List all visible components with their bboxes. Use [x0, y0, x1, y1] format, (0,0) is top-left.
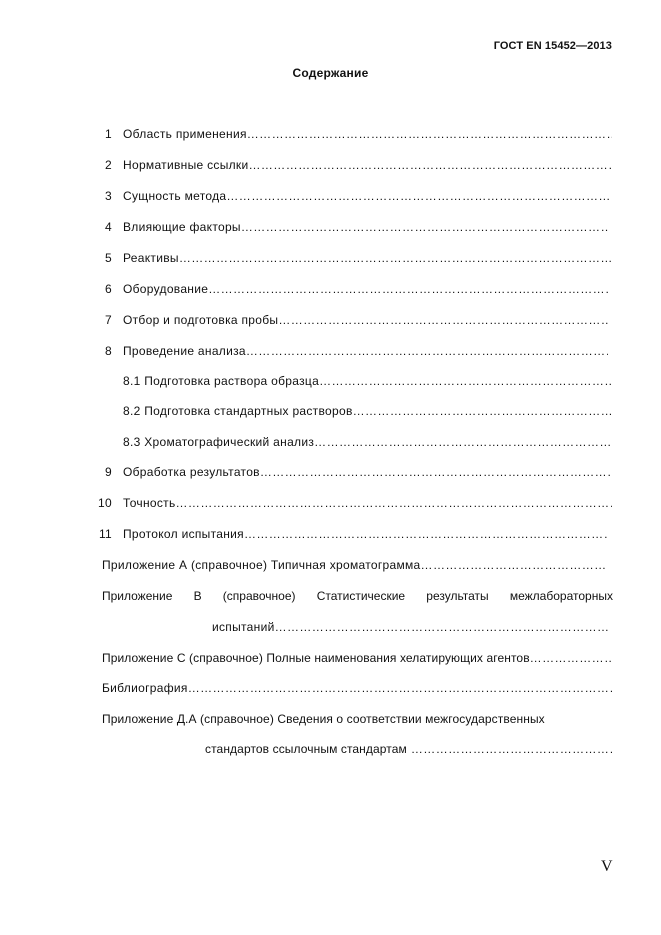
toc-leader-dots — [421, 557, 607, 573]
toc-annex-b-continuation[interactable] — [212, 619, 608, 635]
toc-entry[interactable] — [91, 495, 612, 511]
toc-annex-a[interactable] — [102, 557, 607, 573]
toc-leader-dots — [411, 741, 612, 757]
toc-entry-label: Область применения — [123, 127, 247, 141]
toc-leader-dots — [241, 219, 608, 235]
toc-annex-c[interactable] — [102, 650, 612, 666]
toc-bibliography-label: Библиография — [102, 681, 188, 695]
toc-annex-label: испытаний — [212, 620, 275, 634]
toc-entry-number: 11 — [98, 527, 112, 541]
toc-entry-number: 7 — [105, 313, 112, 327]
toc-leader-dots — [314, 434, 610, 450]
toc-annex-b-word: результаты — [426, 589, 489, 603]
toc-entry-number: 2 — [105, 158, 112, 172]
toc-entry-number: 3 — [105, 189, 112, 203]
toc-leader-dots — [226, 188, 612, 204]
toc-entry[interactable] — [91, 526, 608, 542]
toc-annex-b-word: межлабораторных — [509, 589, 613, 603]
toc-leader-dots — [530, 650, 612, 666]
toc-entry-number: 8 — [105, 344, 112, 358]
toc-annex-label: Приложение А (справочное) Типичная хроматограмма — [102, 558, 421, 572]
toc-entry[interactable] — [96, 343, 608, 359]
toc-annex-label: стандартов ссылочным стандартам — [205, 742, 407, 756]
toc-entry-label: Точность — [123, 496, 176, 510]
toc-entry-number: 6 — [105, 282, 112, 296]
toc-subentry[interactable] — [123, 373, 612, 389]
toc-entry-number: 5 — [105, 251, 112, 265]
toc-annex-b-word: (справочное) — [222, 589, 296, 603]
toc-annex-label: Приложение Д.А (справочное) Сведения о соответствии межгосударственных — [102, 712, 545, 726]
toc-annex-b-word: Приложение — [102, 589, 173, 603]
toc-subentry-label: 8.1 Подготовка раствора образца — [123, 374, 320, 388]
toc-entry[interactable] — [96, 312, 608, 328]
toc-bibliography[interactable] — [102, 680, 612, 696]
document-code: ГОСТ EN 15452—2013 — [493, 40, 612, 52]
toc-annex-b[interactable] — [102, 588, 613, 604]
toc-entry-number: 4 — [105, 220, 112, 234]
toc-subentry-label: 8.2 Подготовка стандартных растворов — [123, 404, 353, 418]
toc-title: Содержание — [292, 66, 369, 80]
toc-annex-label: Приложение С (справочное) Полные наименования хелатирующих агентов — [102, 651, 530, 665]
toc-entry-label: Отбор и подготовка пробы — [123, 313, 279, 327]
toc-entry-label: Нормативные ссылки — [123, 158, 249, 172]
toc-entry-label: Протокол испытания — [123, 527, 244, 541]
toc-leader-dots — [275, 619, 608, 635]
toc-entry-label: Реактивы — [123, 251, 179, 265]
toc-leader-dots — [176, 495, 612, 511]
toc-entry[interactable] — [96, 281, 610, 297]
toc-entry-label: Обработка результатов — [123, 465, 260, 479]
page-number: V — [601, 858, 613, 875]
toc-subentry[interactable] — [123, 434, 610, 450]
toc-entry[interactable] — [96, 157, 612, 173]
toc-leader-dots — [353, 403, 612, 419]
toc-entry-number: 1 — [105, 127, 112, 141]
toc-annex-b-word: В — [193, 589, 202, 603]
toc-leader-dots — [247, 126, 612, 142]
toc-entry[interactable] — [96, 188, 612, 204]
toc-entry-label: Оборудование — [123, 282, 209, 296]
toc-subentry[interactable] — [123, 403, 612, 419]
toc-leader-dots — [249, 157, 613, 173]
toc-leader-dots — [246, 343, 608, 359]
toc-annex-da[interactable] — [102, 711, 612, 727]
toc-entry[interactable] — [96, 219, 608, 235]
toc-leader-dots — [260, 464, 612, 480]
toc-subentry-label: 8.3 Хроматографический анализ — [123, 435, 315, 449]
toc-leader-dots — [319, 373, 612, 389]
toc-leader-dots — [179, 250, 612, 266]
toc-leader-dots — [208, 281, 610, 297]
toc-entry-label: Влияющие факторы — [123, 220, 241, 234]
toc-entry[interactable] — [96, 126, 612, 142]
toc-annex-da-continuation[interactable] — [205, 741, 612, 757]
toc-leader-dots — [278, 312, 608, 328]
toc-annex-b-word: Статистические — [316, 589, 406, 603]
toc-leader-dots — [244, 526, 608, 542]
toc-leader-dots — [188, 680, 612, 696]
toc-entry-number: 10 — [98, 496, 112, 510]
toc-entry-number: 9 — [105, 465, 112, 479]
toc-entry[interactable] — [96, 250, 612, 266]
toc-entry-label: Сущность метода — [123, 189, 227, 203]
toc-entry[interactable] — [96, 464, 612, 480]
toc-entry-label: Проведение анализа — [123, 344, 246, 358]
